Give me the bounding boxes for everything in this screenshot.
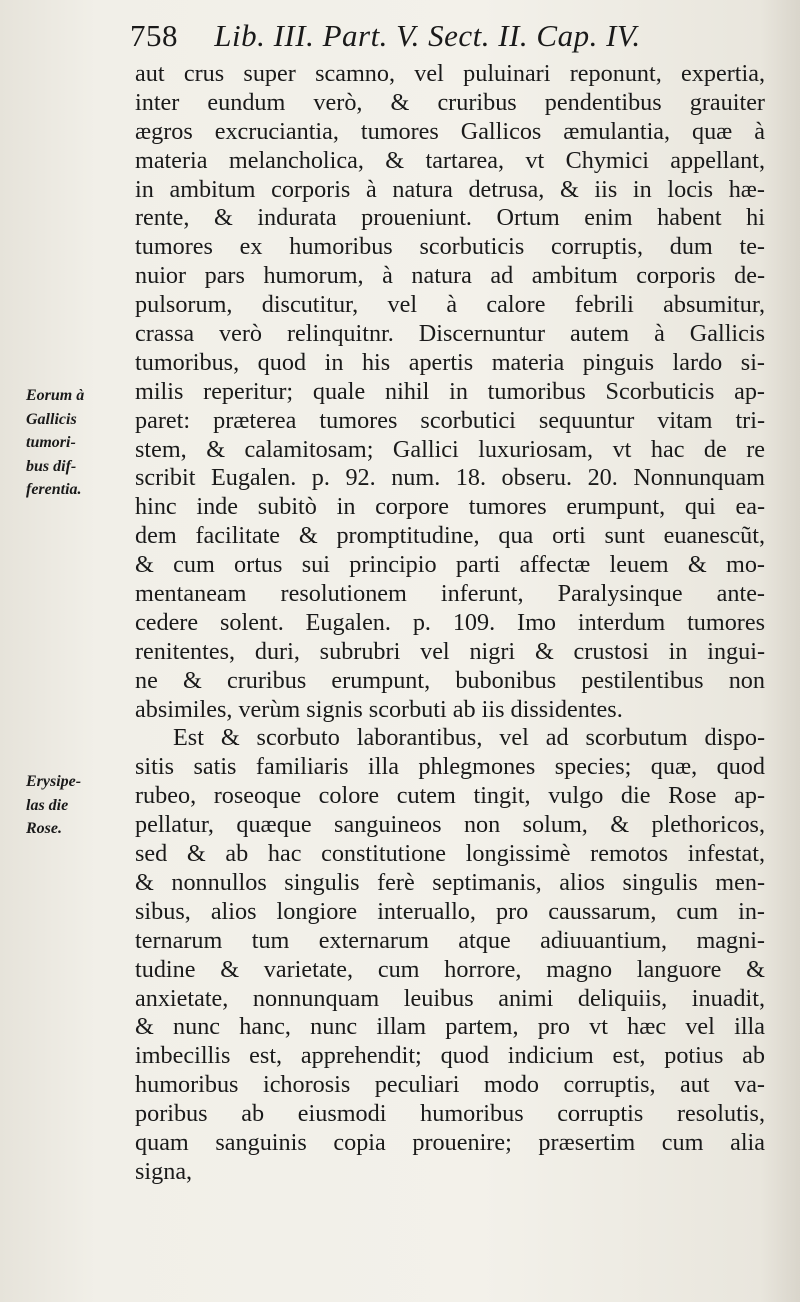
text-line: in ambitum corporis à natura detrusa, & iis in locis hæ- <box>135 175 765 203</box>
text-line: scribit Eugalen. p. 92. num. 18. obseru. 20. Nonnunquam <box>135 464 765 492</box>
text-line: aut crus super scamno, vel puluinari reponunt, expertia, <box>135 60 765 87</box>
text-line: nuior pars humorum, à natura ad ambitum corporis de- <box>135 262 765 290</box>
page-number: 758 <box>130 18 178 53</box>
running-title: Lib. III. Part. V. Sect. II. Cap. IV. <box>214 18 641 53</box>
text-line: humoribus ichorosis peculiari modo corruptis, aut va- <box>135 1071 765 1099</box>
text-line: rente, & indurata proueniunt. Ortum enim habent hi <box>135 204 765 232</box>
text-line: hinc inde subitò in corpore tumores erumpunt, qui ea- <box>135 493 765 521</box>
marginal-note-erysipelas <box>26 770 134 841</box>
marginal-note-line: Gallicis <box>26 410 77 428</box>
text-line: Est & scorbuto laborantibus, vel ad scorbutum dispo- <box>173 724 765 752</box>
text-line: absimiles, verùm signis scorbuti ab iis dissidentes. <box>135 695 623 723</box>
text-line: paret: præterea tumores scorbutici sequuntur vitam tri- <box>135 406 765 434</box>
text-line: imbecillis est, apprehendit; quod indicium est, potius ab <box>135 1042 765 1070</box>
body-text <box>135 60 765 1187</box>
text-line: renitentes, duri, subrubri vel nigri & crustosi in ingui- <box>135 637 765 665</box>
text-line: cedere solent. Eugalen. p. 109. Imo interdum tumores <box>135 608 765 636</box>
text-line: & cum ortus sui principio parti affectæ leuem & mo- <box>135 551 765 579</box>
text-line: anxietate, nonnunquam leuibus animi deliquiis, inuadit, <box>135 984 765 1012</box>
text-line: tudine & varietate, cum horrore, magno languore & <box>135 955 765 983</box>
running-header <box>130 18 740 64</box>
text-line: mentaneam resolutionem inferunt, Paralysinque ante- <box>135 580 765 608</box>
text-line: ægros excruciantia, tumores Gallicos æmulantia, quæ à <box>135 117 765 145</box>
text-line: tumores ex humoribus scorbuticis corruptis, dum te- <box>135 233 765 261</box>
text-line: sibus, alios longiore interuallo, pro caussarum, cum in- <box>135 897 765 925</box>
marginal-note-line: las die <box>26 796 69 814</box>
text-line: ne & cruribus erumpunt, bubonibus pestilentibus non <box>135 666 765 694</box>
text-line: tumoribus, quod in his apertis materia pinguis lardo si- <box>135 348 765 376</box>
marginal-note-line: Erysipe- <box>26 773 82 790</box>
text-line: ternarum tum externarum atque adiuuantium, magni- <box>135 926 765 954</box>
text-line: materia melancholica, & tartarea, vt Chymici appellant, <box>135 146 765 174</box>
text-line: milis reperitur; quale nihil in tumoribus Scorbuticis ap- <box>135 377 765 405</box>
text-line: poribus ab eiusmodi humoribus corruptis resolutis, <box>135 1100 765 1128</box>
text-line: dem facilitate & promptitudine, qua orti sunt euanescũt, <box>135 522 765 550</box>
text-line: inter eundum verò, & cruribus pendentibus grauiter <box>135 88 765 116</box>
text-line: & nonnullos singulis ferè septimanis, alios singulis men- <box>135 868 765 896</box>
marginal-note-differentia <box>26 384 134 502</box>
text-line: sed & ab hac constitutione longissimè remotos infestat, <box>135 840 765 868</box>
text-line: pulsorum, discutitur, vel à calore febrili absumitur, <box>135 291 765 319</box>
marginal-note-line: ferentia. <box>26 481 82 498</box>
text-line: quam sanguinis copia prouenire; præsertim cum alia <box>135 1128 765 1156</box>
text-line: rubeo, roseoque colore cutem tingit, vulgo die Rose ap- <box>135 782 765 810</box>
marginal-note-line: bus dif- <box>26 457 77 475</box>
text-line: stem, & calamitosam; Gallici luxuriosam, vt hac de re <box>135 435 765 463</box>
marginal-note-line: Rose. <box>26 820 62 837</box>
text-line: signa, <box>135 1157 193 1185</box>
text-line: crassa verò relinquitnr. Discernuntur autem à Gallicis <box>135 320 765 348</box>
text-line: & nunc hanc, nunc illam partem, pro vt hæc vel illa <box>135 1013 765 1041</box>
marginal-note-line: Eorum à <box>26 387 85 404</box>
text-line: pellatur, quæque sanguineos non solum, & plethoricos, <box>135 811 765 839</box>
marginal-note-line: tumori- <box>26 434 76 451</box>
text-line: sitis satis familiaris illa phlegmones species; quæ, quod <box>135 753 765 781</box>
